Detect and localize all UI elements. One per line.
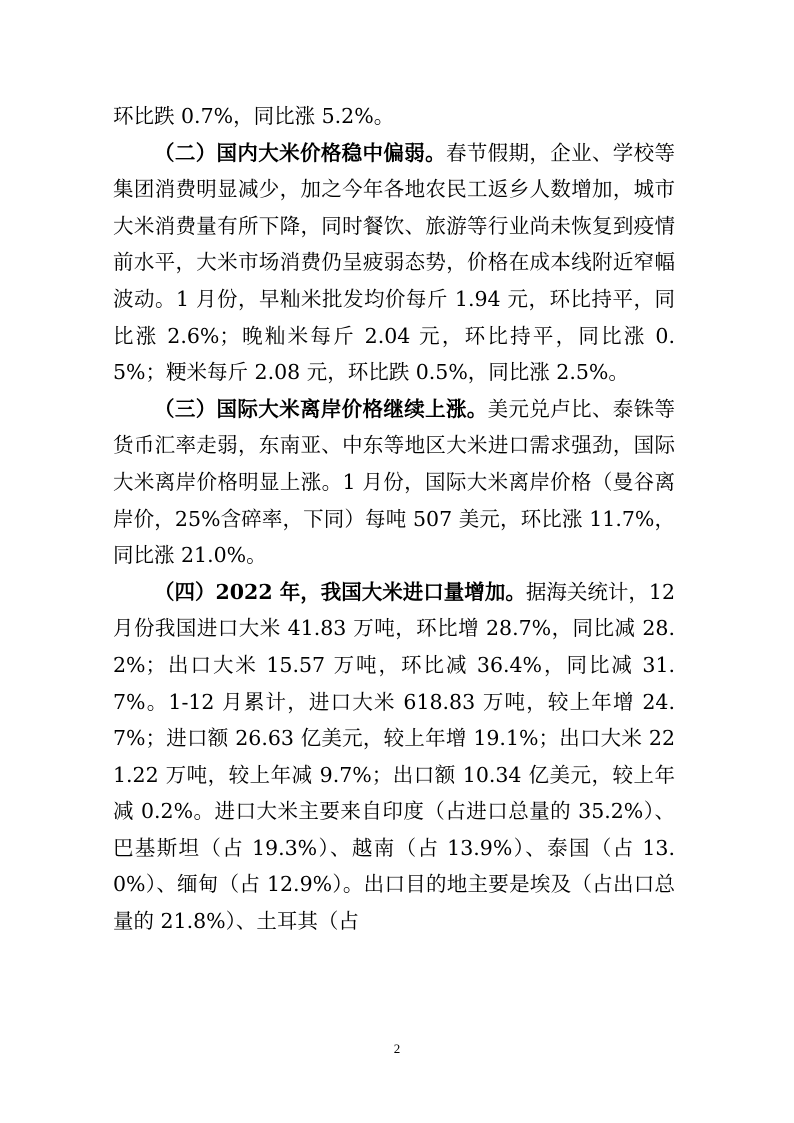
- paragraph-text: 环比跌 0.7%，同比涨 5.2%。: [113, 104, 395, 128]
- page-number: 2: [393, 1041, 401, 1056]
- paragraph-rice-imports: [113, 574, 675, 940]
- paragraph-text: 美元兑卢比、泰铢等货币汇率走弱，东南亚、中东等地区大米进口需求强劲，国际大米离岸价格明显上涨。1 月份，国际大米离岸价格（曼谷离岸价，25%含碎率，下同）每吨 507 美元，环比涨 11.7%，同比涨 21.0%。: [113, 396, 676, 568]
- paragraph-text: 春节假期，企业、学校等集团消费明显减少，加之今年各地农民工返乡人数增加，城市大米消费量有所下降，同时餐饮、旅游等行业尚未恢复到疫情前水平，大米市场消费仍呈疲弱态势，价格在成本线附近窄幅波动。1 月份，早籼米批发均价每斤 1.94 元，环比持平，同比涨 2.6%；晚籼米每斤 2.04 元，环比持平，同比涨 0.5%；粳米每斤 2.08 元，环比跌 0.5%，同比涨 2.5%。: [113, 140, 676, 385]
- paragraph-international-rice: [113, 391, 675, 574]
- document-body: [113, 98, 675, 940]
- paragraph-heading: （三）国际大米离岸价格继续上涨。: [154, 396, 488, 421]
- paragraph-domestic-rice: [113, 135, 675, 391]
- paragraph-heading: （四）2022 年，我国大米进口量增加。: [154, 579, 526, 604]
- paragraph-heading: （二）国内大米价格稳中偏弱。: [154, 140, 446, 165]
- paragraph-continuation: [113, 98, 675, 135]
- paragraph-text: 据海关统计，12 月份我国进口大米 41.83 万吨，环比增 28.7%，同比减 28.2%；出口大米 15.57 万吨，环比减 36.4%，同比减 31.7%。1-12 月累计，进口大米 618.83 万吨，较上年增 24.7%；进口额 26.63 亿美元，较上年增 19.1%；出口大米 221.22 万吨，较上年减 9.7%；出口额 10.34 亿美元，较上年减 0.2%。进口大米主要来自印度（占进口总量的 35.2%）、巴基斯坦（占 19.3%）、越南（占 13.9%）、泰国（占 13.0%）、缅甸（占 12.9%）。出口目的地主要是埃及（占出口总量的 21.8%）、土耳其（占: [113, 579, 675, 934]
